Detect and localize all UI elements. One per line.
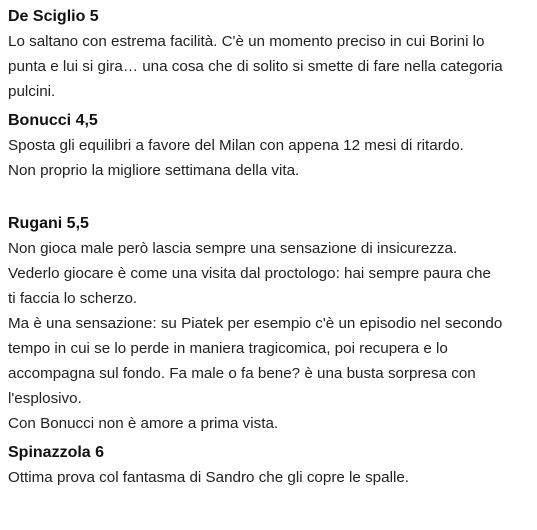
rating-text-line: pulcini. [8,83,56,100]
rating-spinazzola [8,442,527,490]
rating-text-line: accompagna sul fondo. Fa male o fa bene? è una busta sorpresa con [8,365,476,382]
rating-text-line: ti faccia lo scherzo. [8,290,138,307]
rating-de-sciglio [8,6,527,104]
rating-text-line: Ma è una sensazione: su Piatek per esempio c'è un episodio nel secondo [8,315,503,332]
player-rating-heading: Rugani 5,5 [8,215,89,232]
spacer [8,183,527,213]
rating-rugani [8,213,527,436]
rating-text-line: tempo in cui se lo perde in maniera tragicomica, poi recupera e lo [8,340,448,357]
player-rating-heading: Spinazzola 6 [8,444,105,461]
rating-text-line: Lo saltano con estrema facilità. C'è un momento preciso in cui Borini lo [8,33,485,50]
rating-text-line: Ottima prova col fantasma di Sandro che gli copre le spalle. [8,469,409,486]
player-rating-heading: Bonucci 4,5 [8,112,98,129]
rating-text-line: l'esplosivo. [8,390,82,407]
player-rating-heading: De Sciglio 5 [8,8,99,25]
rating-text-line: Vederlo giocare è come una visita dal proctologo: hai sempre paura che [8,265,491,282]
rating-text-line: Con Bonucci non è amore a prima vista. [8,415,279,432]
rating-text-line: Sposta gli equilibri a favore del Milan con appena 12 mesi di ritardo. [8,137,464,154]
rating-text-line: Non proprio la migliore settimana della vita. [8,162,300,179]
rating-text-line: Non gioca male però lascia sempre una sensazione di insicurezza. [8,240,458,257]
rating-bonucci [8,110,527,183]
rating-text-line: punta e lui si gira… una cosa che di solito si smette di fare nella categoria [8,58,503,75]
